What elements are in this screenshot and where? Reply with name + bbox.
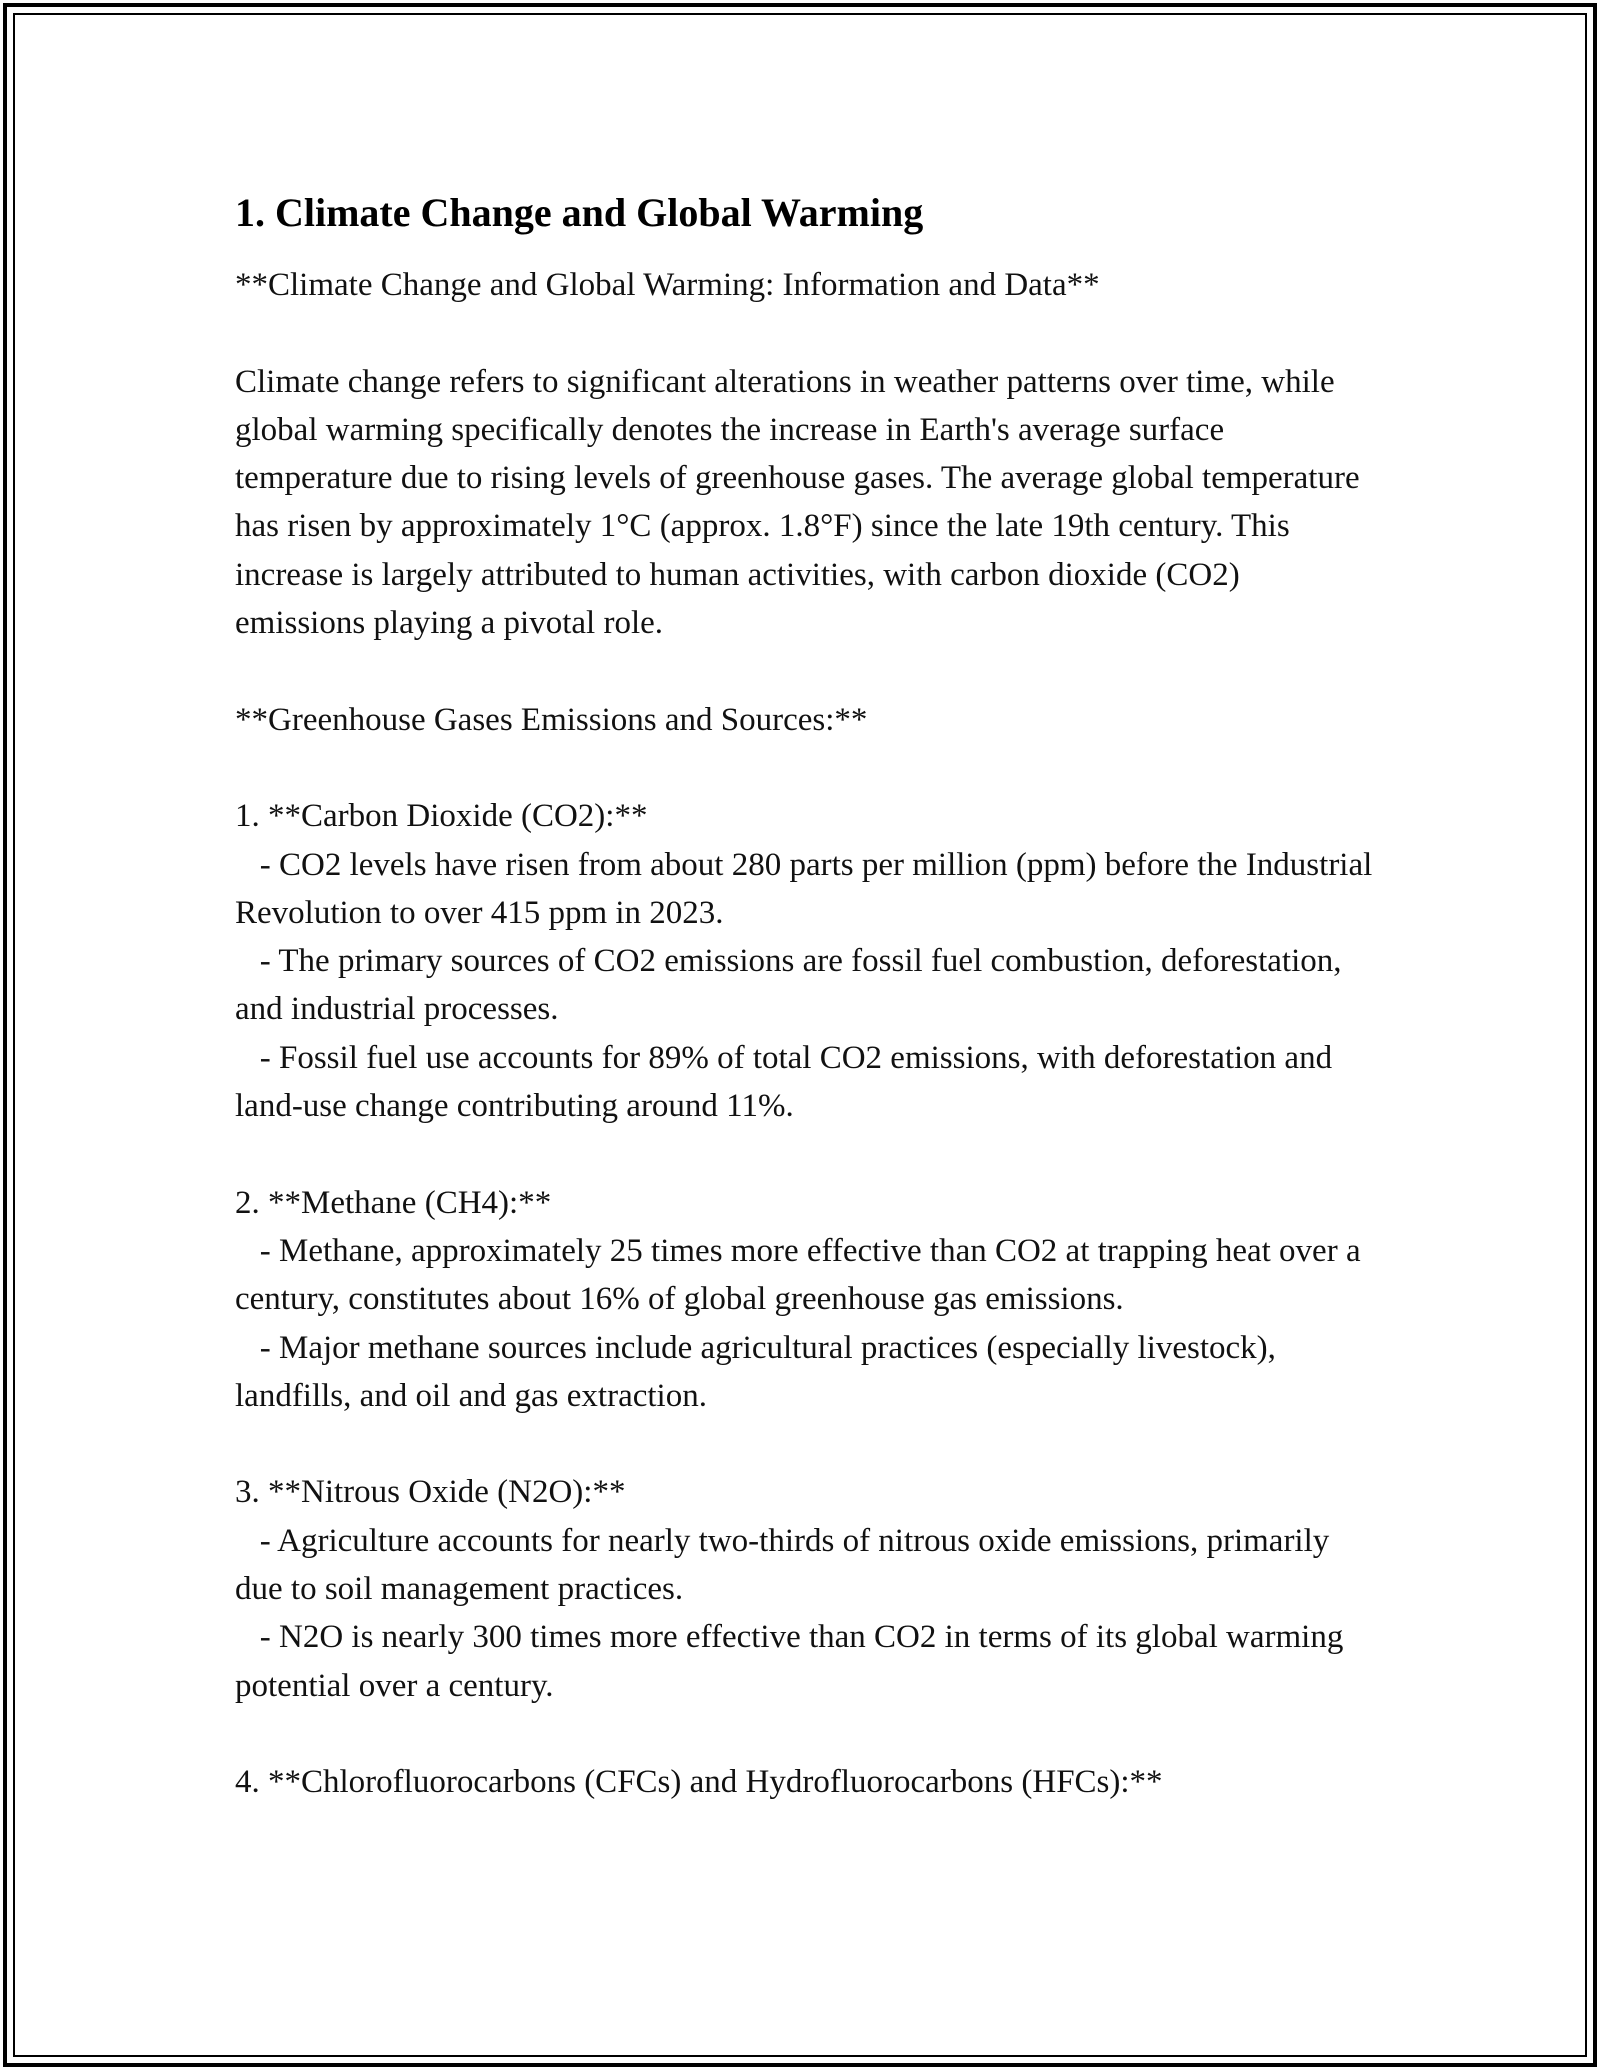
gas-bullet: - Major methane sources include agricultural practices (especially livestock), landfills, and oil and gas extraction. <box>235 1329 1285 1414</box>
gas-heading: 4. **Chlorofluorocarbons (CFCs) and Hydrofluorocarbons (HFCs):** <box>235 1764 1163 1801</box>
gas-bullet: - The primary sources of CO2 emissions are fossil fuel combustion, deforestation, and industrial processes. <box>235 943 1350 1028</box>
gas-section-cfcs-hfcs <box>235 1758 1375 1806</box>
gas-heading: 1. **Carbon Dioxide (CO2):** <box>235 798 648 835</box>
gas-bullet: - Methane, approximately 25 times more effective than CO2 at trapping heat over a century, constitutes about 16% of global greenhouse gas emissions. <box>235 1232 1369 1318</box>
document-title: 1. Climate Change and Global Warming <box>235 190 924 235</box>
gas-section-n2o <box>235 1468 1375 1709</box>
gas-section-co2 <box>235 792 1381 1130</box>
document-body <box>235 185 1381 1807</box>
gas-bullet: - CO2 levels have risen from about 280 parts per million (ppm) before the Industrial Revolution to over 415 ppm in 2023. <box>235 846 1381 931</box>
document-subtitle: **Climate Change and Global Warming: Information and Data** <box>235 267 1100 303</box>
gas-bullet: - N2O is nearly 300 times more effective than CO2 in terms of its global warming potential over a century. <box>235 1619 1352 1704</box>
gas-heading: 3. **Nitrous Oxide (N2O):** <box>235 1474 626 1511</box>
gas-section-methane <box>235 1179 1375 1420</box>
gas-bullet: - Fossil fuel use accounts for 89% of total CO2 emissions, with deforestation and land-use change contributing around 11%. <box>235 1039 1341 1125</box>
gas-heading: 2. **Methane (CH4):** <box>235 1184 552 1221</box>
gas-bullet: - Agriculture accounts for nearly two-thirds of nitrous oxide emissions, primarily due to soil management practices. <box>235 1522 1338 1608</box>
section-heading: **Greenhouse Gases Emissions and Sources:** <box>235 701 868 738</box>
intro-paragraph: Climate change refers to significant alterations in weather patterns over time, while global warming specifically denotes the increase in Earth's average surface temperature due to rising levels of greenhouse gases. The average global temperature has risen by approximately 1°C (approx. 1.8°F) since the late 19th century. This increase is largely attributed to human activities, with carbon dioxide (CO2) emissions playing a pivotal role. <box>235 363 1368 642</box>
